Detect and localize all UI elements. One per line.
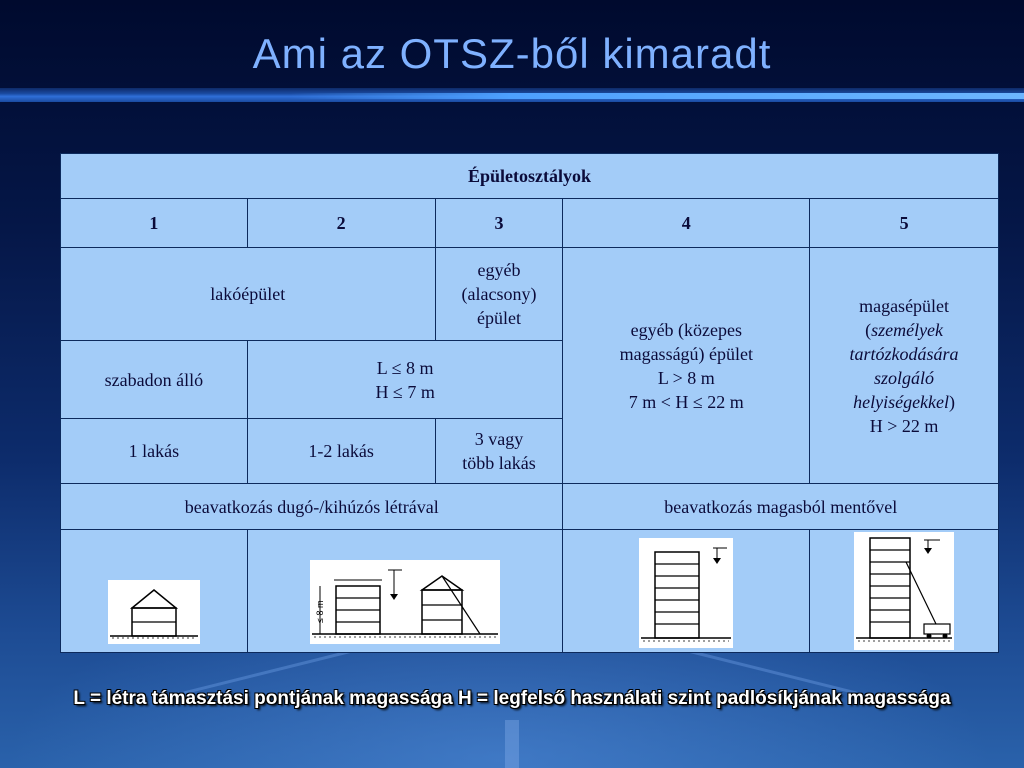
limit-l: L ≤ 8 m [376,357,434,378]
class-number-row [61,199,999,248]
limits-cell [247,341,563,419]
diagram-cell-1 [61,530,248,653]
units-2: 1-2 lakás [247,419,435,484]
highrise-line-4 [816,366,992,390]
class-5: 5 [810,199,999,248]
diagram-cell-5 [810,530,999,653]
class-3: 3 [435,199,563,248]
intervention-ladder: beavatkozás dugó-/kihúzós létrával [61,484,563,530]
other-mid-cell [563,248,810,484]
class-2: 2 [247,199,435,248]
class-1: 1 [61,199,248,248]
road-center-line [505,720,519,768]
highrise-line-1: magasépület [859,295,950,316]
ladder-buildings-diagram [310,560,500,644]
table-header: Épületosztályok [61,154,999,199]
highrise-italic-4: helyiségekkel [853,391,950,412]
slide-title: Ami az OTSZ-ből kimaradt [252,30,772,77]
highrise-cell [810,248,999,484]
height-limit-label: ≤ 8 m [315,600,326,623]
building-classes-table [60,153,999,653]
intervention-rescue: beavatkozás magasból mentővel [563,484,999,530]
other-mid-line-4: 7 m < H ≤ 22 m [628,391,744,412]
other-low-line-2: (alacsony) [461,284,537,304]
highrise-line-6: H > 22 m [869,415,939,436]
other-mid-line-3: L > 8 m [657,367,715,388]
highrise-italic-1: személyek [871,319,944,340]
intervention-row [61,484,999,530]
highrise-italic-2: tartózkodására [849,343,959,364]
diagram-cell-2-3 [247,530,563,653]
footnote-definitions: L = létra támasztási pontjának magassága H = legfelső használati szint padlósíkjának magassága [73,688,951,709]
other-low-line-3: épület [477,308,522,328]
highrise-line-5 [816,390,992,414]
limit-h: H ≤ 7 m [375,381,435,402]
units-3-line-2: több lakás [462,453,536,473]
units-3 [435,419,563,484]
highrise-line-2 [816,318,992,342]
small-house-diagram [108,580,200,644]
standalone-cell: szabadon álló [61,341,248,419]
diagram-cell-4 [563,530,810,653]
highrise-paren-close: ) [949,391,956,412]
title-rule-highlight [290,93,1024,99]
highrise-italic-3: szolgáló [874,367,935,388]
building-type-row [61,248,999,341]
other-mid-line-2: magasságú) épület [619,343,754,364]
units-1: 1 lakás [61,419,248,484]
highrise-building-diagram [854,532,954,650]
residential-cell: lakóépület [61,248,436,341]
highrise-paren-open: ( [865,319,872,340]
diagram-row [61,530,999,653]
highrise-line-3 [816,342,992,366]
midrise-building-diagram [639,538,733,648]
other-low-cell [435,248,563,341]
table-header-row [61,154,999,199]
units-3-line-1: 3 vagy [474,429,524,449]
other-mid-line-1: egyéb (közepes [630,319,743,340]
class-4: 4 [563,199,810,248]
other-low-line-1: egyéb [477,260,521,280]
